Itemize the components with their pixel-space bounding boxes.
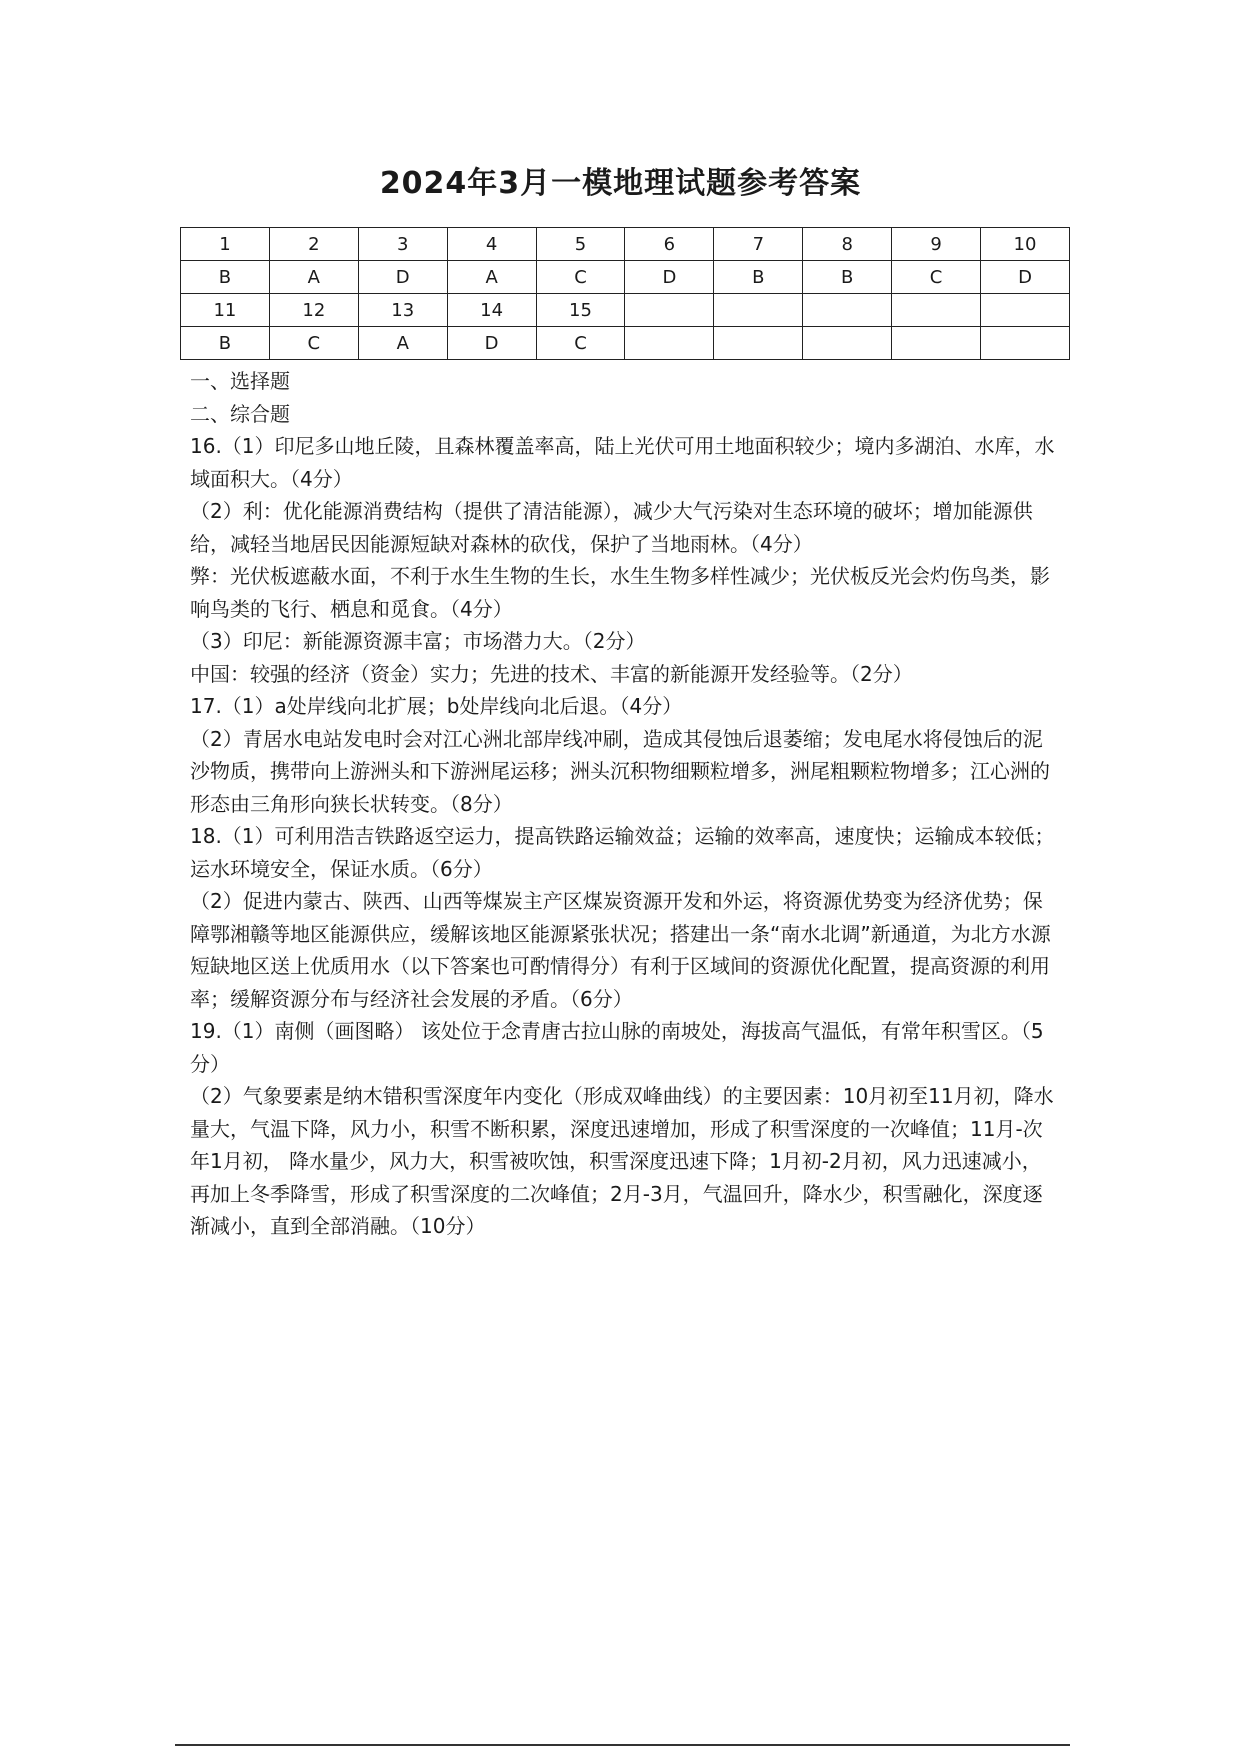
answer-paragraph: （2）气象要素是纳木错积雪深度年内变化（形成双峰曲线）的主要因素：10月初至11月初，降水量大，气温下降，风力小，积雪不断积累，深度迅速增加，形成了积雪深度的一次峰值；11月-次年1月初， 降水量少，风力大，积雪被吹蚀，积雪深度迅速下降；1月初-2月初，风力迅速减小，再加上冬季降雪，形成了积雪深度的二次峰值；2月-3月，气温回升，降水少，积雪融化，深度逐渐减小，直到全部消融。（10分） [190,1084,1054,1238]
table-cell [981,327,1070,360]
answer-paragraph: 弊：光伏板遮蔽水面，不利于水生生物的生长，水生生物多样性减少；光伏板反光会灼伤鸟类，影响鸟类的飞行、栖息和觅食。（4分） [190,564,1050,621]
table-cell: 7 [714,228,803,261]
table-cell: C [536,327,625,360]
section-heading-choice: 一、选择题 [190,369,290,393]
table-cell [981,294,1070,327]
table-cell: B [803,261,892,294]
table-cell: A [358,327,447,360]
table-cell [625,294,714,327]
table-cell: D [447,327,536,360]
table-cell [714,294,803,327]
table-cell: 10 [981,228,1070,261]
table-cell: 15 [536,294,625,327]
table-row [181,327,1070,360]
table-cell: 12 [269,294,358,327]
table-cell: 9 [892,228,981,261]
table-cell: C [269,327,358,360]
table-cell: 5 [536,228,625,261]
table-cell: 1 [181,228,270,261]
table-cell: D [358,261,447,294]
table-cell: 3 [358,228,447,261]
table-cell: D [981,261,1070,294]
table-cell: 6 [625,228,714,261]
table-cell [892,327,981,360]
table-cell: D [625,261,714,294]
answer-paragraph: （2）促进内蒙古、陕西、山西等煤炭主产区煤炭资源开发和外运，将资源优势变为经济优势；保障鄂湘赣等地区能源供应，缓解该地区能源紧张状况；搭建出一条“南水北调”新通道，为北方水源短缺地区送上优质用水（以下答案也可酌情得分）有利于区域间的资源优化配置，提高资源的利用率；缓解资源分布与经济社会发展的矛盾。（6分） [190,889,1051,1011]
answer-paragraph: 16.（1）印尼多山地丘陵，且森林覆盖率高，陆上光伏可用土地面积较少；境内多湖泊、水库，水域面积大。（4分） [190,434,1055,491]
table-cell [714,327,803,360]
table-cell: C [892,261,981,294]
answer-paragraph: （3）印尼：新能源资源丰富；市场潜力大。（2分） [190,629,646,653]
bottom-divider [175,1744,1070,1746]
answer-table [180,227,1070,360]
table-cell: 8 [803,228,892,261]
table-cell: A [269,261,358,294]
table-cell: 4 [447,228,536,261]
table-cell: A [447,261,536,294]
table-cell: 13 [358,294,447,327]
table-row [181,228,1070,261]
answer-paragraph: （2）利：优化能源消费结构（提供了清洁能源），减少大气污染对生态环境的破坏；增加能源供给，减轻当地居民因能源短缺对森林的砍伐，保护了当地雨林。（4分） [190,499,1033,556]
table-cell: 14 [447,294,536,327]
table-cell [892,294,981,327]
table-cell: 2 [269,228,358,261]
table-cell [803,294,892,327]
answer-paragraph: 19.（1）南侧（画图略） 该处位于念青唐古拉山脉的南坡处，海拔高气温低，有常年积雪区。（5分） [190,1019,1044,1076]
table-cell: B [181,327,270,360]
answer-paragraph: 17.（1）a处岸线向北扩展；b处岸线向北后退。（4分） [190,694,683,718]
answer-body [190,365,1060,1243]
table-cell: C [536,261,625,294]
table-cell: B [714,261,803,294]
table-cell: B [181,261,270,294]
answer-paragraph: 18.（1）可利用浩吉铁路返空运力，提高铁路运输效益；运输的效率高，速度快；运输成本较低；运水环境安全，保证水质。（6分） [190,824,1055,881]
table-row [181,294,1070,327]
section-heading-comprehensive: 二、综合题 [190,401,290,426]
page-title: 2024年3月一模地理试题参考答案 [379,166,862,201]
table-cell [803,327,892,360]
answer-paragraph: 中国：较强的经济（资金）实力；先进的技术、丰富的新能源开发经验等。（2分） [190,661,913,686]
table-cell [625,327,714,360]
answer-paragraph: （2）青居水电站发电时会对江心洲北部岸线冲刷，造成其侵蚀后退萎缩；发电尾水将侵蚀后的泥沙物质，携带向上游洲头和下游洲尾运移；洲头沉积物细颗粒增多，洲尾粗颗粒物增多；江心洲的形态由三角形向狭长状转变。（8分） [190,726,1050,816]
table-row [181,261,1070,294]
table-cell: 11 [181,294,270,327]
